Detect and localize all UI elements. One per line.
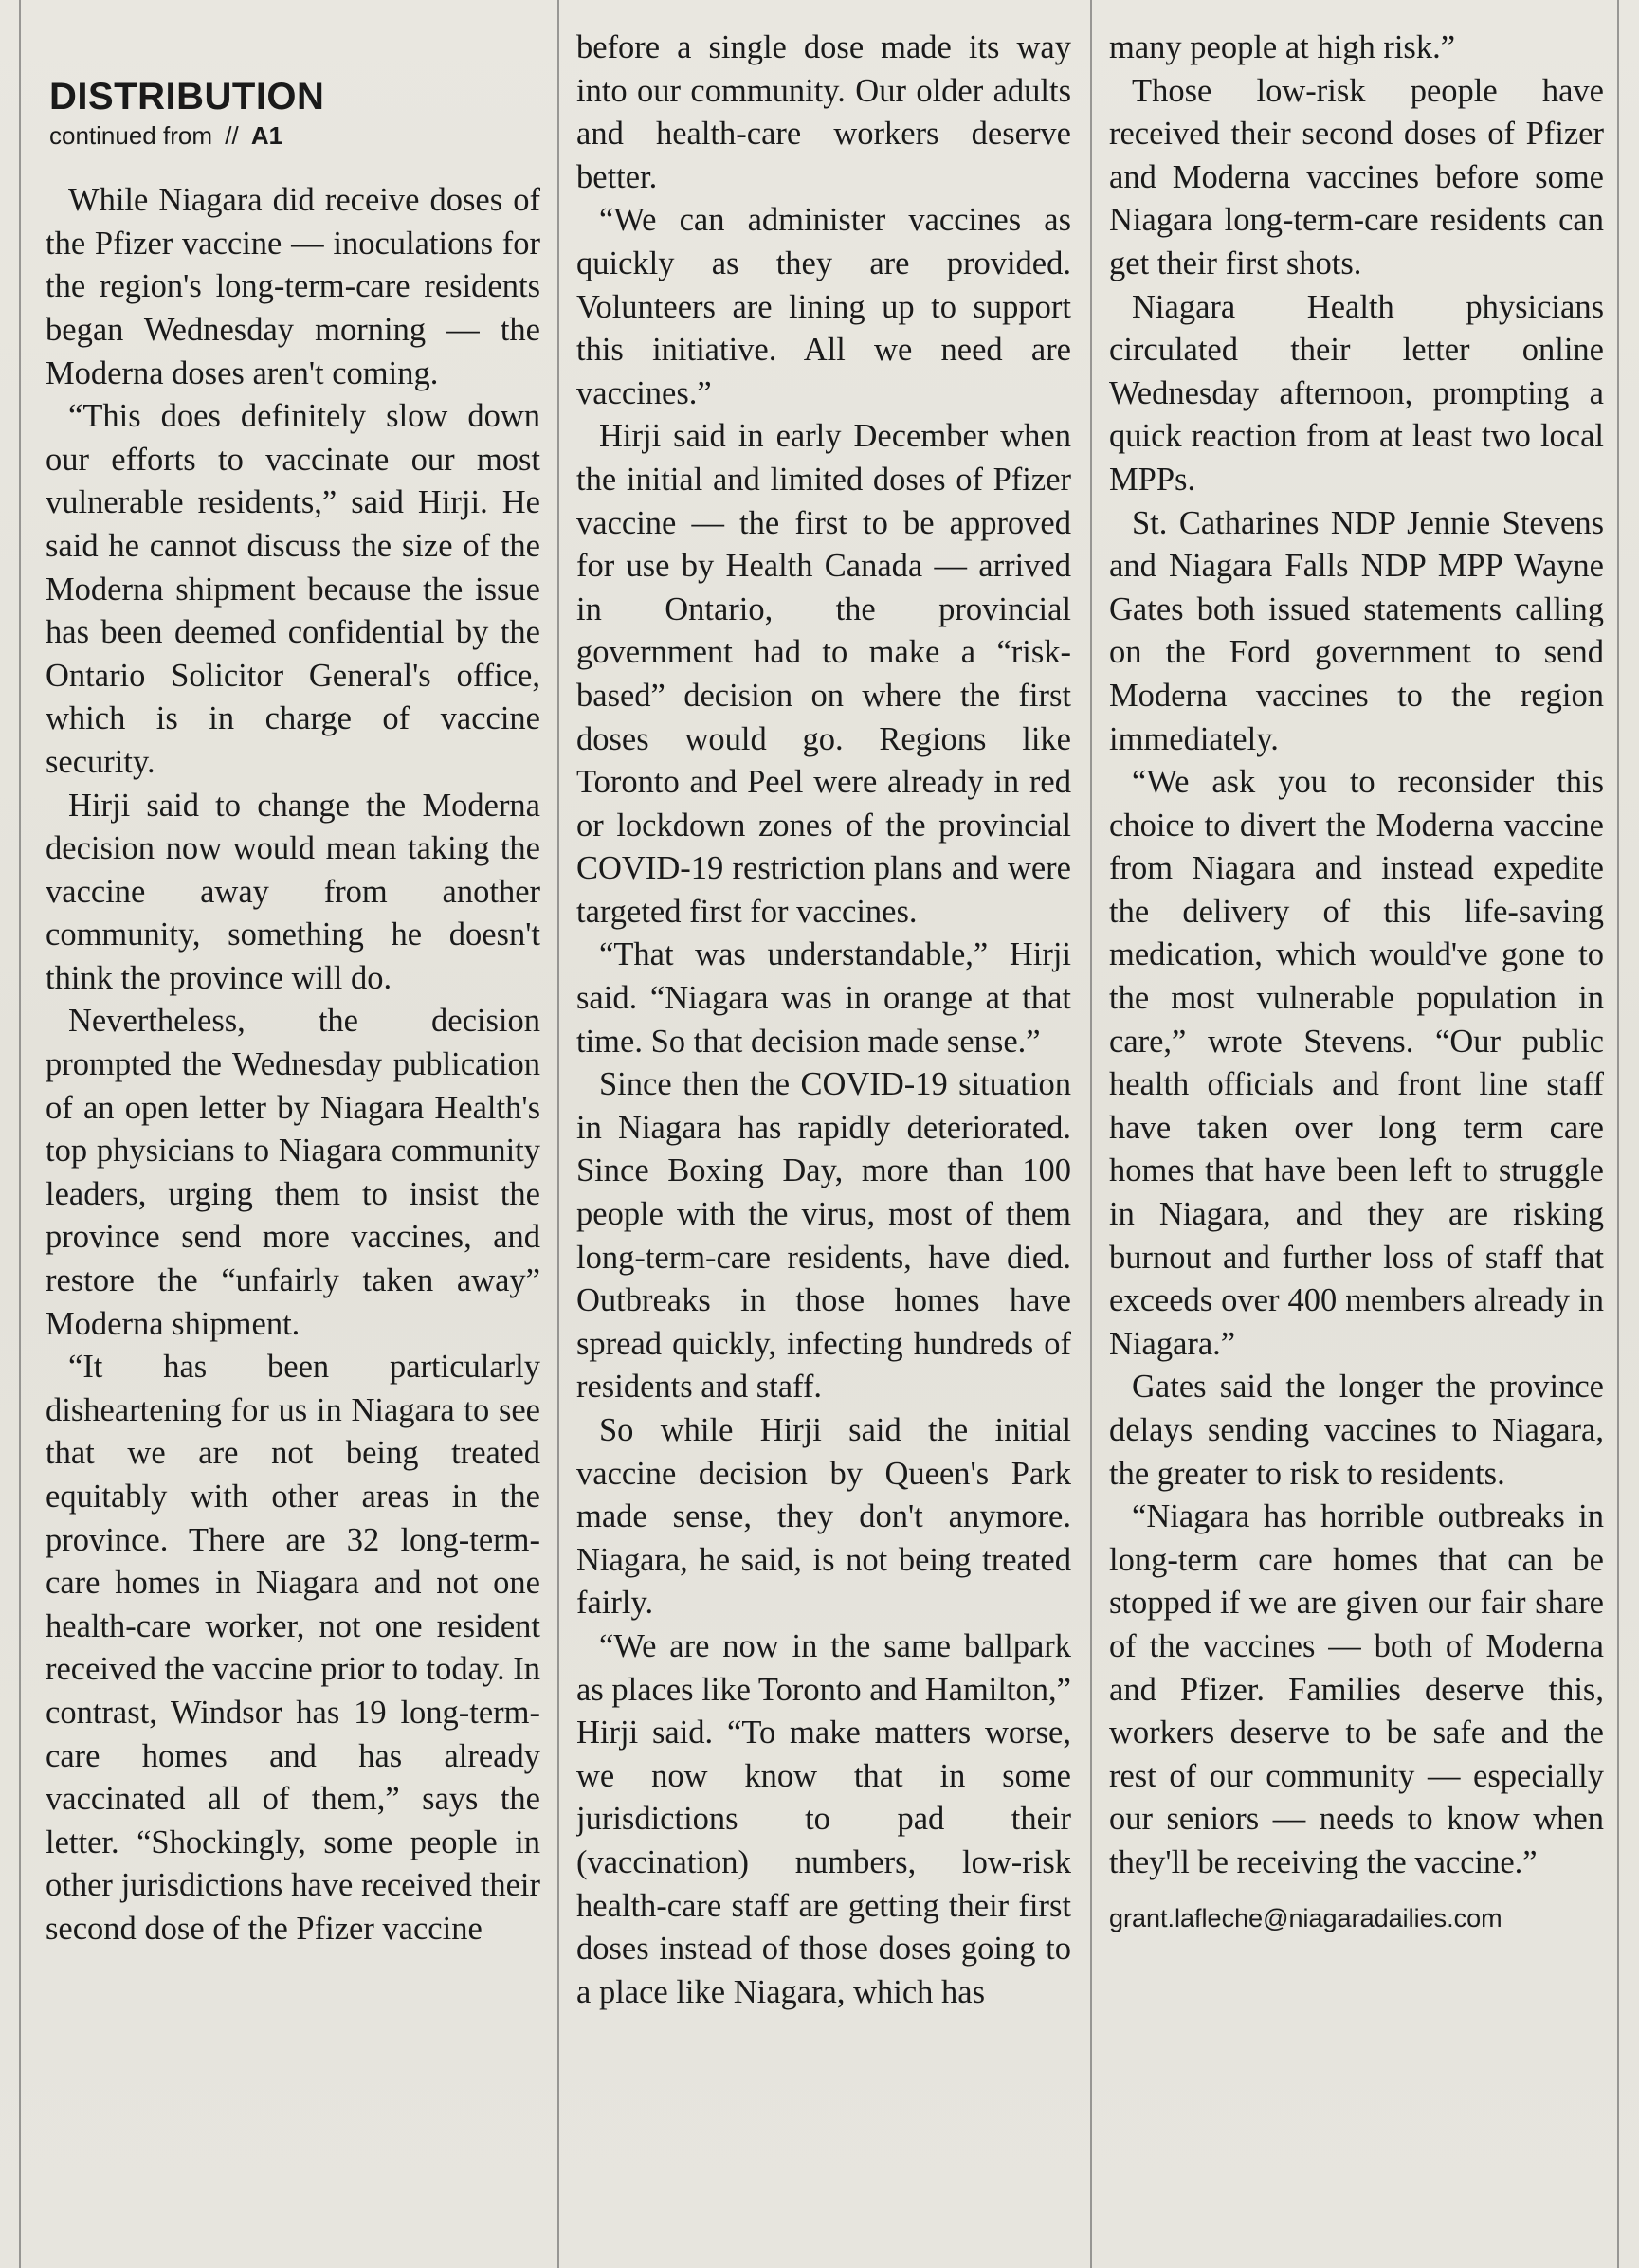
jump-line [49,121,540,151]
paragraph: Niagara Health physicians circulated their letter online Wednesday afternoon, prompting a quick reaction from at least two local MPPs. [1109,288,1604,498]
paragraph: While Niagara did receive doses of the Pfizer vaccine — inoculations for the region's long-term-care residents began Wednesday morning — the Moderna doses aren't coming. [46,182,540,391]
paragraph: “We are now in the same ballpark as places like Toronto and Hamilton,” Hirji said. “To make matters worse, we now know that in some jurisdictions to pad their (vaccination) numbers, low-risk health-care staff are getting their first doses instead of those doses going to a place like Niagara, which has [576,1627,1071,2010]
paragraph: “That was understandable,” Hirji said. “Niagara was in orange at that time. So that decision made sense.” [576,936,1071,1060]
paragraph: “Niagara has horrible outbreaks in long-term care homes that can be stopped if we are given our fair share of the vaccines — both of Moderna and Pfizer. Families deserve this, workers deserve to be safe and the rest of our community — especially our seniors — needs to know when they'll be receiving the vaccine.” [1109,1498,1604,1880]
paragraph: Nevertheless, the decision prompted the Wednesday publication of an open letter by Niagara Health's top physicians to Niagara community leaders, urging them to insist the province send more vaccines, and restore the “unfairly taken away” Moderna shipment. [46,1003,540,1342]
section-kicker: DISTRIBUTION [49,76,325,118]
column-rule-2 [1090,0,1092,2268]
jump-separator: // [225,121,239,150]
article-column-1 [46,27,540,2249]
paragraph: before a single dose made its way into our community. Our older adults and health-care workers deserve better. [576,29,1071,195]
paragraph: many people at high risk.” [1109,29,1456,65]
jump-page-ref: A1 [250,121,283,150]
paragraph: “We ask you to reconsider this choice to divert the Moderna vaccine from Niagara and instead expedite the delivery of this life-saving medication, which would've gone to the most vulnerable population in care,” wrote Stevens. “Our public health officials and front line staff have taken over long term care homes that have been left to struggle in Niagara, and they are risking burnout and further loss of staff that exceeds over 400 members already in Niagara.” [1109,764,1604,1362]
paragraph: Hirji said to change the Moderna decision now would mean taking the vaccine away from another community, something he doesn't think the province will do. [46,787,540,996]
paragraph: Hirji said in early December when the initial and limited doses of Pfizer vaccine — the first to be approved for use by Health Canada — arrived in Ontario, the provincial government had to make a “risk-based” decision on where the first doses would go. Regions like Toronto and Peel were already in red or lockdown zones of the provincial COVID-19 restriction plans and were targeted first for vaccines. [576,418,1071,930]
paragraph: So while Hirji said the initial vaccine decision by Queen's Park made sense, they don't anymore. Niagara, he said, is not being treated fairly. [576,1412,1071,1622]
article-column-3 [1109,27,1604,2249]
paragraph: St. Catharines NDP Jennie Stevens and Niagara Falls NDP MPP Wayne Gates both issued statements calling on the Ford government to send Moderna vaccines to the region immediately. [1109,504,1604,757]
article-column-2 [576,27,1071,2249]
column-rule-left [19,0,21,2268]
jump-prefix: continued from [49,121,212,150]
paragraph: “It has been particularly disheartening for us in Niagara to see that we are not being treated equitably with other areas in the province. There are 32 long-term-care homes in Niagara and not one health-care worker, not one resident received the vaccine prior to today. In contrast, Windsor has 19 long-term-care homes and has already vaccinated all of them,” says the letter. “Shockingly, some people in other jurisdictions have received their second dose of the Pfizer vaccine [46,1349,540,1947]
paragraph: “This does definitely slow down our efforts to vaccinate our most vulnerable residents,” said Hirji. He said he cannot discuss the size of the Moderna shipment because the issue has been deemed confidential by the Ontario Solicitor General's office, which is in charge of vaccine security. [46,398,540,780]
column-rule-right [1617,0,1619,2268]
author-email: grant.lafleche@niagaradailies.com [1109,1903,1502,1932]
column-rule-1 [557,0,559,2268]
paragraph: Gates said the longer the province delays sending vaccines to Niagara, the greater to risk to residents. [1109,1369,1604,1492]
paragraph: “We can administer vaccines as quickly as they are provided. Volunteers are lining up to support this initiative. All we need are vaccines.” [576,202,1071,411]
paragraph: Since then the COVID-19 situation in Niagara has rapidly deteriorated. Since Boxing Day, more than 100 people with the virus, most of them long-term-care residents, have died. Outbreaks in those homes have spread quickly, infecting hundreds of residents and staff. [576,1066,1071,1406]
paragraph: Those low-risk people have received their second doses of Pfizer and Moderna vaccines before some Niagara long-term-care residents can get their first shots. [1109,72,1604,281]
